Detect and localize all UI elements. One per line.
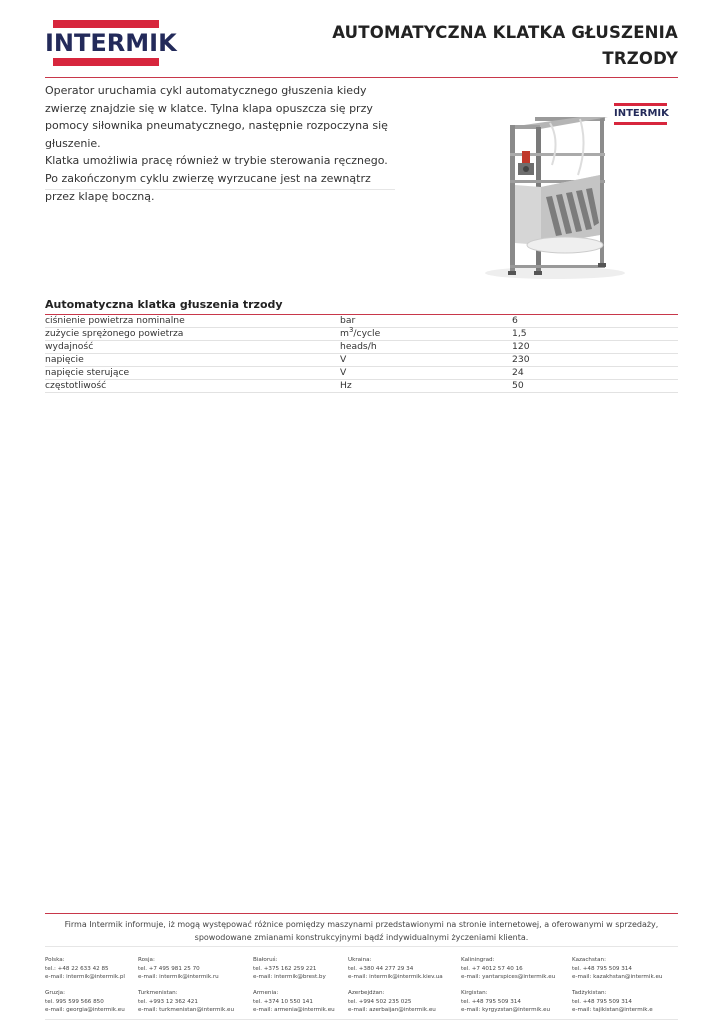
- product-description: [45, 82, 395, 205]
- contact-country: Turkmenistan:: [138, 990, 178, 996]
- description-paragraph: Operator uruchamia cykl automatycznego głuszenia kiedy zwierzę znajdzie się w klatce. Tylna klapa opuszcza się przy pomocy siłownika pneumatycznego, następnie rozpoczyna się głuszenie.: [45, 84, 388, 150]
- spec-unit: V: [340, 354, 512, 367]
- contact-phone: tel. +375 162 259 221: [253, 965, 317, 972]
- contact-email[interactable]: e-mail: turkmenistan@intermik.eu: [138, 1007, 234, 1014]
- contact-country: Rosja:: [138, 957, 155, 963]
- contact-phone: tel. +994 502 235 025: [348, 998, 412, 1005]
- contact-phone: tel.: +48 22 633 42 85: [45, 965, 109, 972]
- contact-azerbaijan: [348, 989, 458, 1015]
- contact-kyrgyzstan: [461, 989, 571, 1015]
- unit-rest: /cycle: [353, 328, 381, 339]
- contact-email[interactable]: e-mail: tajikistan@intermik.e: [572, 1007, 653, 1014]
- contact-phone: tel. +48 795 509 314: [572, 998, 632, 1005]
- contact-kaliningrad: [461, 956, 571, 982]
- spec-name: napięcie: [45, 354, 340, 367]
- header-divider: [45, 77, 678, 78]
- mini-logo-bar-bottom: [614, 122, 667, 125]
- spec-name: wydajność: [45, 341, 340, 354]
- contact-email[interactable]: e-mail: georgia@intermik.eu: [45, 1007, 125, 1014]
- contact-phone: tel. +7 495 981 25 70: [138, 965, 200, 972]
- contact-belarus: [253, 956, 363, 982]
- footer-divider: [45, 913, 678, 914]
- contact-kazakhstan: [572, 956, 678, 982]
- logo-red-bar-top: [53, 20, 159, 28]
- spec-value: 1,5: [512, 328, 678, 341]
- contact-email[interactable]: e-mail: intermik@brest.by: [253, 974, 326, 981]
- logo-red-bar-bottom: [53, 58, 159, 66]
- contact-phone: tel. 995 599 566 850: [45, 998, 104, 1005]
- spec-table: [45, 314, 678, 393]
- page-title-line-1: AUTOMATYCZNA KLATKA GŁUSZENIA: [332, 23, 678, 42]
- contact-phone: tel. +7 4012 57 40 16: [461, 965, 523, 972]
- contact-russia: [138, 956, 248, 982]
- spec-name: częstotliwość: [45, 380, 340, 393]
- spec-value: 120: [512, 341, 678, 354]
- description-paragraph: Po zakończonym cyklu zwierzę wyrzucane jest na zewnątrz przez klapę boczną.: [45, 171, 371, 203]
- contact-country: Tadżykistan:: [572, 990, 607, 996]
- mini-logo-bar-top: [614, 103, 667, 106]
- contact-country: Białoruś:: [253, 957, 278, 963]
- contact-phone: tel. +993 12 362 421: [138, 998, 198, 1005]
- bottom-divider: [45, 1019, 678, 1020]
- description-paragraph: Klatka umożliwia pracę również w trybie sterowania ręcznego.: [45, 154, 388, 168]
- intermik-logo: [45, 20, 177, 66]
- spec-value: 50: [512, 380, 678, 393]
- table-row: [45, 328, 678, 341]
- contact-email[interactable]: e-mail: intermik@intermik.ru: [138, 974, 219, 981]
- spec-unit: [340, 325, 512, 341]
- page-title-line-2: TRZODY: [602, 49, 678, 68]
- contact-phone: tel. +48 795 509 314: [461, 998, 521, 1005]
- contact-phone: tel. +374 10 550 141: [253, 998, 313, 1005]
- spec-unit: V: [340, 367, 512, 380]
- unit-base: m: [340, 328, 349, 339]
- table-row: [45, 315, 678, 328]
- contact-email[interactable]: e-mail: azerbaijan@intermik.eu: [348, 1007, 436, 1014]
- spec-unit: bar: [340, 315, 512, 328]
- unit-superscript: 3: [348, 325, 354, 334]
- spec-name: zużycie sprężonego powietrza: [45, 328, 340, 341]
- contact-phone: tel. +380 44 277 29 34: [348, 965, 414, 972]
- contact-email[interactable]: e-mail: kyrgyzstan@intermik.eu: [461, 1007, 551, 1014]
- spec-table-title: Automatyczna klatka głuszenia trzody: [45, 298, 283, 311]
- contact-country: Armenia:: [253, 990, 279, 996]
- contact-email[interactable]: e-mail: yantarspices@intermik.eu: [461, 974, 556, 981]
- page-title: [258, 20, 678, 72]
- contact-country: Kirgistan:: [461, 990, 488, 996]
- contact-email[interactable]: e-mail: armenia@intermik.eu: [253, 1007, 335, 1014]
- spec-value: 24: [512, 367, 678, 380]
- product-image-logo: [614, 103, 667, 125]
- contact-email[interactable]: e-mail: intermik@intermik.pl: [45, 974, 125, 981]
- contact-armenia: [253, 989, 363, 1015]
- contact-ukraine: [348, 956, 458, 982]
- contact-turkmenistan: [138, 989, 248, 1015]
- spec-name: napięcie sterujące: [45, 367, 340, 380]
- spec-value: 6: [512, 315, 678, 328]
- contact-country: Azerbejdżan:: [348, 990, 385, 996]
- contact-email[interactable]: e-mail: intermik@intermik.kiev.ua: [348, 974, 443, 981]
- contact-country: Ukraina:: [348, 957, 372, 963]
- table-row: [45, 380, 678, 393]
- description-divider: [45, 189, 395, 190]
- notice-divider: [45, 946, 678, 947]
- contact-tajikistan: [572, 989, 678, 1015]
- footer-contacts: [45, 956, 678, 1016]
- contact-email[interactable]: e-mail: kazakhstan@intermik.eu: [572, 974, 663, 981]
- contact-phone: tel. +48 795 509 314: [572, 965, 632, 972]
- table-row: [45, 367, 678, 380]
- footer-notice: Firma Intermik informuje, iż mogą występować różnice pomiędzy maszynami przedstawionymi na stronie internetowej, a oferowanymi w sprzedaży, spowodowane zmianami konstrukcyjnymi bądź indywidualnymi życzeniami klienta.: [64, 920, 659, 942]
- mini-logo-text: INTERMIK: [614, 108, 669, 119]
- logo-text: INTERMIK: [45, 29, 177, 57]
- contact-country: Kazachstan:: [572, 957, 606, 963]
- spec-name: ciśnienie powietrza nominalne: [45, 315, 340, 328]
- spec-unit: heads/h: [340, 341, 512, 354]
- table-row: [45, 341, 678, 354]
- spec-unit: Hz: [340, 380, 512, 393]
- contact-country: Gruzja:: [45, 990, 65, 996]
- contact-country: Kaliningrad:: [461, 957, 495, 963]
- table-row: [45, 354, 678, 367]
- spec-value: 230: [512, 354, 678, 367]
- contact-country: Polska:: [45, 957, 65, 963]
